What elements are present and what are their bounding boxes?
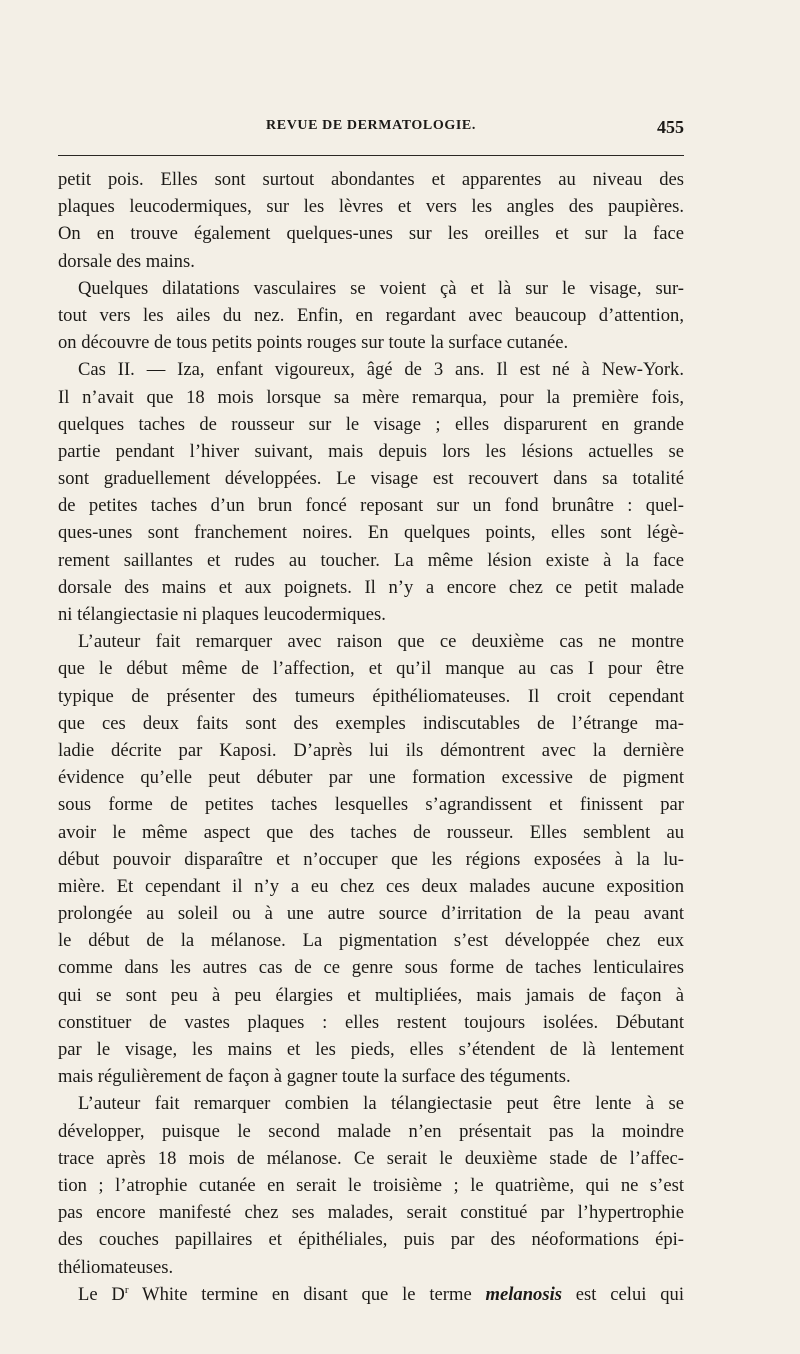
text-line: on découvre de tous petits points rouges sur toute la surface cutanée. (58, 332, 569, 354)
text-fragment: est celui qui (561, 1283, 684, 1305)
text-line: On en trouve également quelques-unes sur les oreilles et sur la face (58, 223, 684, 245)
text-line: ni télangiectasie ni plaques leucodermiques. (58, 604, 386, 625)
superscript: r (124, 1283, 129, 1296)
text-line: ladie décrite par Kaposi. D’après lui ils démontrent avec la dernière (58, 739, 684, 761)
text-line: constituer de vastes plaques : elles restent toujours isolées. Débutant (58, 1011, 684, 1033)
header-rule (58, 155, 684, 156)
text-line: qui se sont peu à peu élargies et multipliées, mais jamais de façon à (58, 984, 684, 1006)
text-line-final (58, 1281, 684, 1308)
text-line: dorsale des mains. (58, 250, 195, 272)
text-line: que ces deux faits sont des exemples indiscutables de l’étrange ma- (58, 712, 684, 734)
text-line: de petites taches d’un brun foncé reposant sur un fond brunâtre : quel- (58, 495, 684, 517)
text-line: début pouvoir disparaître et n’occuper que les régions exposées à la lu- (58, 848, 684, 870)
running-head: REVUE DE DERMATOLOGIE. (266, 118, 476, 133)
text-line: typique de présenter des tumeurs épithéliomateuses. Il croit cependant (58, 685, 684, 707)
page-header (58, 118, 684, 142)
text-line: tion ; l’atrophie cutanée en serait le troisième ; le quatrième, qui ne s’est (58, 1174, 684, 1196)
text-line: L’auteur fait remarquer avec raison que ce deuxième cas ne montre (78, 631, 684, 653)
text-line: petit pois. Elles sont surtout abondantes et apparentes au niveau des (58, 169, 684, 190)
text-line: trace après 18 mois de mélanose. Ce serait le deuxième stade de l’affec- (58, 1147, 684, 1169)
text-line: partie pendant l’hiver suivant, mais depuis lors les lésions actuelles se (58, 440, 684, 462)
text-line: des couches papillaires et épithéliales, puis par des néoformations épi- (58, 1229, 684, 1251)
text-line: Il n’avait que 18 mois lorsque sa mère remarqua, pour la première fois, (58, 386, 684, 408)
italic-term: melanosis (485, 1283, 562, 1305)
page-number: 455 (657, 117, 684, 137)
text-line: ques-unes sont franchement noires. En quelques points, elles sont légè- (58, 522, 684, 544)
text-line: sous forme de petites taches lesquelles s’agrandissent et finissent par (58, 794, 684, 816)
text-line: tout vers les ailes du nez. Enfin, en regardant avec beaucoup d’attention, (58, 304, 684, 326)
text-line: plaques leucodermiques, sur les lèvres et vers les angles des paupières. (58, 196, 684, 218)
text-line: Cas II. — Iza, enfant vigoureux, âgé de 3 ans. Il est né à New-York. (78, 359, 684, 381)
body-text (58, 166, 684, 1308)
text-fragment: White termine en disant que le terme (128, 1283, 486, 1305)
text-line: Quelques dilatations vasculaires se voient çà et là sur le visage, sur- (78, 277, 684, 299)
text-line: évidence qu’elle peut débuter par une formation excessive de pigment (58, 767, 684, 789)
text-line: mière. Et cependant il n’y a eu chez ces deux malades aucune exposition (58, 875, 684, 897)
text-line: théliomateuses. (58, 1256, 174, 1278)
text-line: mais régulièrement de façon à gagner toute la surface des téguments. (58, 1066, 571, 1088)
text-line: dorsale des mains et aux poignets. Il n’y a encore chez ce petit malade (58, 576, 684, 598)
text-line: rement saillantes et rudes au toucher. La même lésion existe à la face (58, 549, 684, 571)
text-line: L’auteur fait remarquer combien la télangiectasie peut être lente à se (78, 1093, 684, 1115)
text-line: prolongée au soleil ou à une autre source d’irritation de la peau avant (58, 903, 684, 925)
text-line: comme dans les autres cas de ce genre sous forme de taches lenticulaires (58, 957, 684, 979)
text-line: avoir le même aspect que des taches de rousseur. Elles semblent au (58, 821, 684, 843)
text-line: sont graduellement développées. Le visage est recouvert dans sa totalité (58, 468, 684, 490)
text-fragment: Le D (78, 1283, 125, 1305)
text-line: le début de la mélanose. La pigmentation s’est développée chez eux (58, 930, 684, 952)
text-line: pas encore manifesté chez ses malades, serait constitué par l’hypertrophie (58, 1202, 684, 1224)
text-line: quelques taches de rousseur sur le visage ; elles disparurent en grande (58, 413, 684, 435)
text-line: développer, puisque le second malade n’en présentait pas la moindre (58, 1120, 684, 1142)
text-line: que le début même de l’affection, et qu’il manque au cas I pour être (58, 658, 684, 680)
text-line: par le visage, les mains et les pieds, elles s’étendent de là lentement (58, 1039, 684, 1060)
